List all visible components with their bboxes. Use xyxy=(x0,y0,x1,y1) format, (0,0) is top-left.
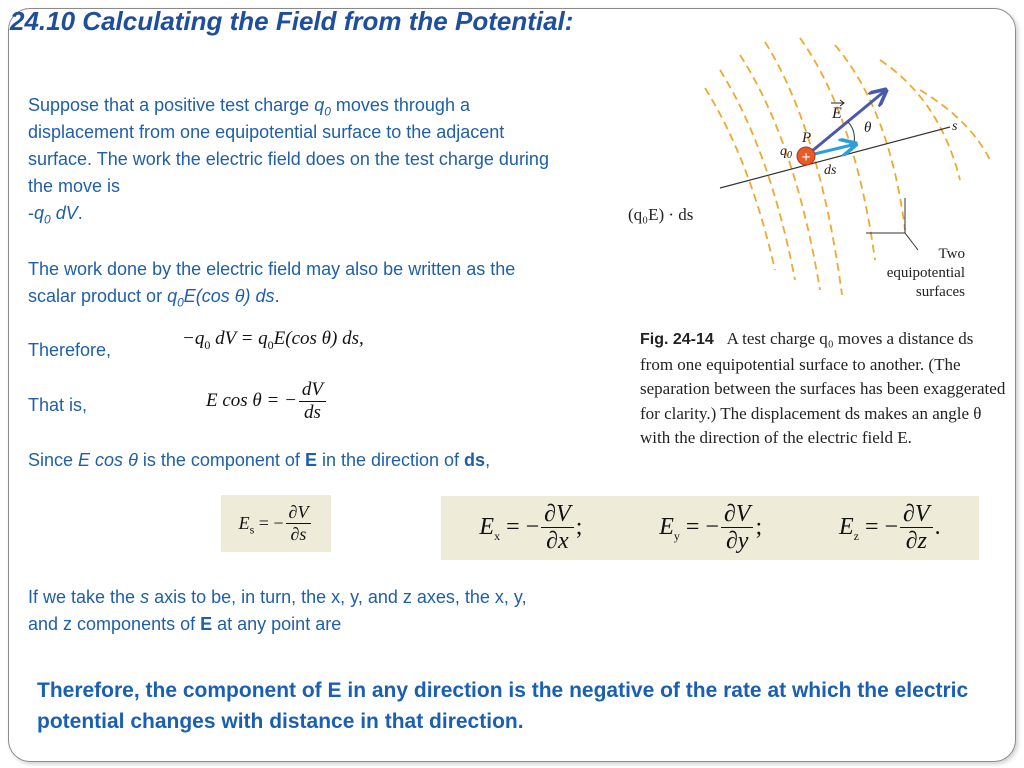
p1-text-3: - xyxy=(28,203,34,223)
conclusion-text: Therefore, the component of E in any direction is the negative of the rate at which the electric potential changes with distance in that direction. xyxy=(37,679,969,733)
eq4-ex-eq: = − xyxy=(500,513,540,540)
eq4-ey xyxy=(659,501,762,556)
label-therefore: Therefore, xyxy=(28,340,112,360)
eq4-ez-den: ∂z xyxy=(905,527,927,554)
p2-ds: ) ds xyxy=(244,286,275,306)
eq4-ez-num: ∂V xyxy=(900,501,933,528)
paragraph-test-charge xyxy=(28,92,573,227)
eq4-ex-end: ; xyxy=(575,513,583,540)
caption-label: Fig. 24-14 xyxy=(640,331,714,348)
p1-sub: 0 xyxy=(324,104,331,119)
eq4-ey-sub: y xyxy=(673,528,680,543)
since-text-4: in the direction of xyxy=(316,450,465,470)
p2-theta: θ xyxy=(234,286,245,306)
p2-q: q xyxy=(167,286,178,306)
equipotential-curve-2 xyxy=(720,70,795,280)
since-text-1: Since xyxy=(28,450,79,470)
label-surfaces-3: surfaces xyxy=(915,284,965,300)
label-p: P xyxy=(802,130,812,146)
label-ds: ds xyxy=(824,163,837,178)
eq4-ez-sub: z xyxy=(853,528,859,543)
equation-ecos xyxy=(206,380,328,424)
label-that-is: That is, xyxy=(28,395,88,415)
eq3-eq: = − xyxy=(254,513,284,533)
eq4-ey-num: ∂V xyxy=(721,501,754,528)
eq4-ez-fraction xyxy=(900,501,933,556)
p1-q-2: q xyxy=(34,203,45,223)
label-surfaces-2: equipotential xyxy=(886,265,965,281)
p1-text-1: Suppose that a positive test charge xyxy=(28,95,315,115)
since-text-3: is the component of xyxy=(137,450,305,470)
eq1-right: E(cos θ) ds, xyxy=(273,328,364,349)
p1-dv: dV xyxy=(55,203,78,223)
caption-text: A test charge q₀ moves a distance ds from one equipotential surface to another. (The separation between the surfaces has been exaggerated for clarity.) The displacement ds makes an angle θ with the direction of the electric field E. xyxy=(640,329,1006,447)
since-e: E xyxy=(304,450,317,470)
axes-s: s xyxy=(140,587,150,607)
eq4-ey-eq: = − xyxy=(679,513,719,540)
eq3-sub: s xyxy=(249,522,255,537)
eq2-num: dV xyxy=(299,380,326,402)
axes-text-3: at any point are xyxy=(212,614,342,634)
equipotential-figure xyxy=(620,30,1010,320)
equipotential-curve-6 xyxy=(835,45,905,230)
eq4-ez-end: . xyxy=(934,513,941,540)
p1-text-2: moves through a displacement from one equipotential surface to the adjacent surface. The work the electric field does on the test charge during the move is xyxy=(28,95,549,196)
label-surfaces-1: Two xyxy=(938,246,965,262)
equation-es xyxy=(221,495,331,552)
eq2-left: E cos θ = − xyxy=(206,390,297,412)
eq4-ez-eq: = − xyxy=(858,513,899,540)
s-axis xyxy=(720,127,950,188)
eq3-den: ∂s xyxy=(290,523,307,544)
equipotential-curve-1 xyxy=(705,88,775,270)
label-product: (q₀E) · ds xyxy=(628,205,694,224)
label-e: E xyxy=(832,105,842,122)
eq4-ex-sub: x xyxy=(494,528,501,543)
p1-q: q xyxy=(314,95,325,115)
paragraph-axes xyxy=(28,584,548,638)
surfaces-bracket xyxy=(866,198,918,250)
label-q0: $q_0$ xyxy=(780,144,792,161)
figure-caption xyxy=(640,327,1010,451)
p2-ecos: E(cos xyxy=(183,286,235,306)
eq3-num: ∂V xyxy=(286,503,312,524)
eq1-mid: dV = q xyxy=(210,328,268,349)
p2-sub: 0 xyxy=(177,295,184,310)
angle-arc xyxy=(848,122,854,144)
eq3-left: E xyxy=(238,513,250,533)
charge-plus: + xyxy=(801,149,811,166)
since-comma: , xyxy=(485,450,491,470)
eq4-ex xyxy=(479,501,582,556)
eq4-ex-left: E xyxy=(479,513,495,540)
eq1-left: −q xyxy=(182,328,205,349)
label-theta: θ xyxy=(864,120,872,136)
axes-text-2: axis to be, in turn, the x, y, and z axes, the x, y, and z components of xyxy=(28,587,527,634)
axes-text-1: If we take the xyxy=(28,587,141,607)
eq2-den: ds xyxy=(304,401,321,423)
p2-text-1: The work done by the electric field may also be written as the scalar product or xyxy=(28,259,516,306)
eq4-ex-fraction xyxy=(541,501,574,556)
eq1-sub: 0 xyxy=(204,337,211,352)
eq1-sub2: 0 xyxy=(267,337,274,352)
p1-period: . xyxy=(77,203,83,223)
equation-components xyxy=(441,496,979,560)
eq4-ez xyxy=(839,501,941,556)
label-s: s xyxy=(952,119,958,134)
p1-sub-2: 0 xyxy=(44,212,51,227)
eq4-ey-den: ∂y xyxy=(725,527,749,554)
eq4-ey-fraction xyxy=(721,501,754,556)
eq4-ez-left: E xyxy=(838,513,854,540)
axes-e: E xyxy=(200,614,213,634)
eq4-ex-num: ∂V xyxy=(541,501,574,528)
equation-work xyxy=(182,328,364,350)
paragraph-since xyxy=(28,447,558,474)
eq2-fraction xyxy=(299,380,326,424)
p2-period: . xyxy=(274,286,280,306)
since-ecos: E cos xyxy=(78,450,129,470)
paragraph-scalar-product xyxy=(28,256,548,310)
eq4-ey-left: E xyxy=(659,513,674,540)
since-theta: θ xyxy=(128,450,138,470)
since-ds: ds xyxy=(464,450,486,470)
eq4-ex-den: ∂x xyxy=(546,527,569,554)
eq3-fraction xyxy=(286,503,312,544)
slide-title: 24.10 Calculating the Field from the Potential: xyxy=(10,6,574,36)
eq4-ey-end: ; xyxy=(755,513,763,540)
